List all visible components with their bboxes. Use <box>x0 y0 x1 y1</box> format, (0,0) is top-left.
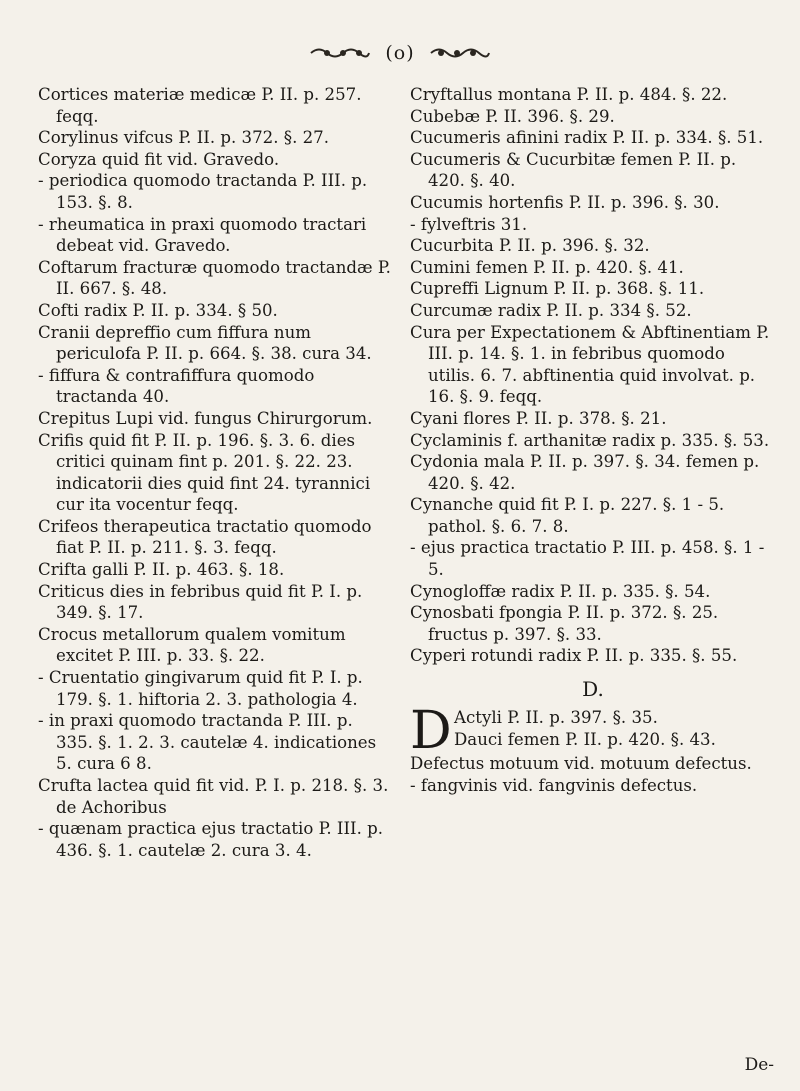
section-d-block <box>410 701 776 762</box>
section-letter-heading: D. <box>582 677 604 702</box>
index-entry: Coryza quid fit vid. Gravedo. <box>38 149 280 169</box>
index-entry: Cranii depreffio cum fiffura num periculofa P. II. p. 664. §. 38. cura 34. <box>38 322 372 364</box>
index-entry: Cucumis hortenfis P. II. p. 396. §. 30. <box>410 192 720 212</box>
index-entry: Cura per Expectationem & Abftinentiam P. III. p. 14. §. 1. in febribus quomodo utilis. 6. 7. abftinentia quid involvat. p. 16. §. 9. feqq. <box>410 322 770 407</box>
index-entry: Crufta lactea quid fit vid. P. I. p. 218. §. 3. de Achoribus <box>38 776 389 817</box>
index-entry: Cucurbita P. II. p. 396. §. 32. <box>410 236 650 256</box>
index-entry: - periodica quomodo tractanda P. III. p. 153. §. 8. <box>38 171 368 212</box>
index-entry: - fiffura & contrafiffura quomodo tractanda 40. <box>38 365 315 407</box>
index-entry: - fylveftris 31. <box>410 214 528 234</box>
index-entry: Crifeos therapeutica tractatio quomodo fiat P. II. p. 211. §. 3. feqq. <box>38 516 372 558</box>
index-entry: Cydonia mala P. II. p. 397. §. 34. femen p. 420. §. 42. <box>410 452 760 493</box>
index-entry: Crifis quid fit P. II. p. 196. §. 3. 6. dies critici quinam fint p. 201. §. 22. 23. indicatorii dies quid fint 24. tyrannici cur ita vocentur feqq. <box>38 430 371 515</box>
index-entry: Defectus motuum vid. motuum defectus. <box>410 754 752 774</box>
index-entry: Cupreffi Lignum P. II. p. 368. §. 11. <box>410 279 705 299</box>
index-entry: Cubebæ P. II. 396. §. 29. <box>410 106 615 126</box>
index-entry: - fangvinis vid. fangvinis defectus. <box>410 775 698 795</box>
index-entry: Crocus metallorum qualem vomitum excitet P. III. p. 33. §. 22. <box>38 624 346 666</box>
index-entry: - in praxi quomodo tractanda P. III. p. 335. §. 1. 2. 3. cautelæ 4. indicationes 5. cura 6 8. <box>38 711 377 774</box>
index-entry: Crepitus Lupi vid. fungus Chirurgorum. <box>38 408 373 428</box>
index-entry: Cyani flores P. II. p. 378. §. 21. <box>410 408 667 428</box>
catchword: De- <box>744 1055 774 1075</box>
index-entry: Cynanche quid fit P. I. p. 227. §. 1 - 5. pathol. §. 6. 7. 8. <box>410 495 725 536</box>
index-entry: - rheumatica in praxi quomodo tractari debeat vid. Gravedo. <box>38 214 367 256</box>
index-entry: Crifta galli P. II. p. 463. §. 18. <box>38 560 285 580</box>
index-entry: Curcumæ radix P. II. p. 334 §. 52. <box>410 300 692 320</box>
left-column <box>38 84 392 861</box>
index-entry: Cynogloffæ radix P. II. p. 335. §. 54. <box>410 581 711 601</box>
ornament-left-icon <box>309 45 371 61</box>
index-entry: Cryftallus montana P. II. p. 484. §. 22. <box>410 85 728 104</box>
page-header <box>0 38 800 68</box>
index-entry: Actyli P. II. p. 397. §. 35. <box>454 708 658 728</box>
index-entry: Cucumeris & Cucurbitæ femen P. II. p. 420. §. 40. <box>410 149 737 191</box>
index-entry: Dauci femen P. II. p. 420. §. 43. <box>454 729 716 749</box>
drop-cap: D <box>410 701 452 762</box>
index-entry: - ejus practica tractatio P. III. p. 458. §. 1 - 5. <box>410 538 765 580</box>
page-number: (o) <box>385 42 415 64</box>
index-entry: Criticus dies in febribus quid fit P. I. p. 349. §. 17. <box>38 581 363 623</box>
index-entry: Coftarum fracturæ quomodo tractandæ P. II. 667. §. 48. <box>38 257 391 299</box>
index-entry: Cofti radix P. II. p. 334. § 50. <box>38 300 278 320</box>
index-entry: - quænam practica ejus tractatio P. III. p. 436. §. 1. cautelæ 2. cura 3. 4. <box>38 819 384 860</box>
right-column <box>410 84 776 796</box>
ornament-right-icon <box>429 45 491 61</box>
index-entry: Cyclaminis f. arthanitæ radix p. 335. §. 53. <box>410 430 770 450</box>
index-entry: Cortices materiæ medicæ P. II. p. 257. feqq. <box>38 85 362 126</box>
index-entry: Corylinus vifcus P. II. p. 372. §. 27. <box>38 128 330 148</box>
index-entry: Cyperi rotundi radix P. II. p. 335. §. 55. <box>410 646 738 666</box>
index-entry: - Cruentatio gingivarum quid fit P. I. p. 179. §. 1. hiftoria 2. 3. pathologia 4. <box>38 668 363 709</box>
index-entry: Cucumeris afinini radix P. II. p. 334. §. 51. <box>410 128 764 148</box>
index-entry: Cumini femen P. II. p. 420. §. 41. <box>410 257 684 277</box>
index-entry: Cynosbati fpongia P. II. p. 372. §. 25. fructus p. 397. §. 33. <box>410 603 719 644</box>
